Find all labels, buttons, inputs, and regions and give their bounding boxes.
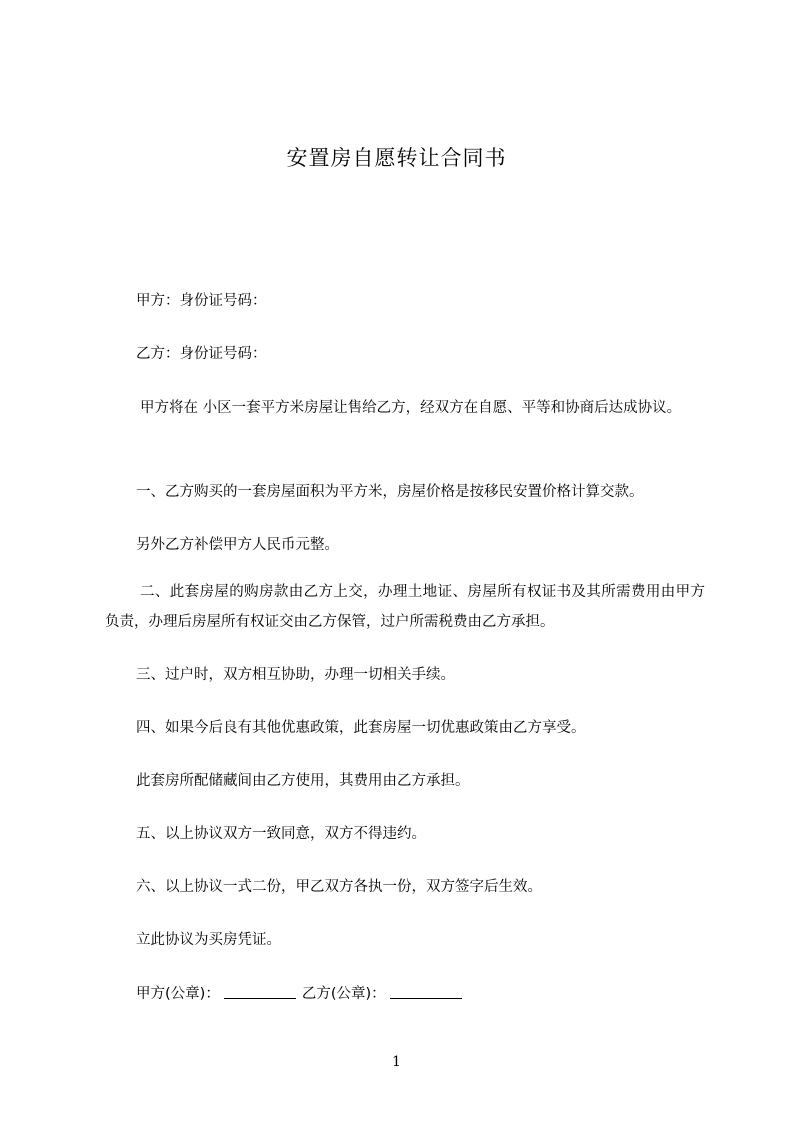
party-a-line: 甲方：身份证号码： [136,293,267,309]
intro-paragraph: 甲方将在 小区一套平方米房屋让售给乙方，经双方在自愿、平等和协商后达成协议。 [140,400,682,416]
clause-1-extra: 另外乙方补偿甲方人民币元整。 [136,537,339,553]
clause-4-extra: 此套房所配储藏间由乙方使用，其费用由乙方承担。 [136,773,470,789]
signature-b-blank [390,983,462,999]
clause-3: 三、过户时，双方相互协助，办理一切相关手续。 [136,667,455,683]
party-b-line: 乙方：身份证号码： [136,346,267,362]
clause-6: 六、以上协议一式二份，甲乙双方各执一份，双方签字后生效。 [136,879,542,895]
signature-a-label: 甲方(公章)： [136,986,220,1002]
clause-1: 一、乙方购买的一套房屋面积为平方米，房屋价格是按移民安置价格计算交款。 [136,484,644,500]
signature-b-label: 乙方(公章)： [301,986,386,1002]
clause-5: 五、以上协议双方一致同意，双方不得违约。 [136,826,426,842]
closing-line: 立此协议为买房凭证。 [136,932,281,948]
page-number: 1 [392,1054,401,1070]
signature-line [105,979,705,1009]
clause-2: 二、此套房屋的购房款由乙方上交，办理土地证、房屋所有权证书及其所需费用由甲方负责，办理后房屋所有权证交由乙方保管，过户所需税费由乙方承担。 [105,584,705,630]
signature-a-blank [224,983,296,999]
clause-4: 四、如果今后良有其他优惠政策，此套房屋一切优惠政策由乙方享受。 [136,720,586,736]
document-title: 安置房自愿转让合同书 [286,146,507,170]
